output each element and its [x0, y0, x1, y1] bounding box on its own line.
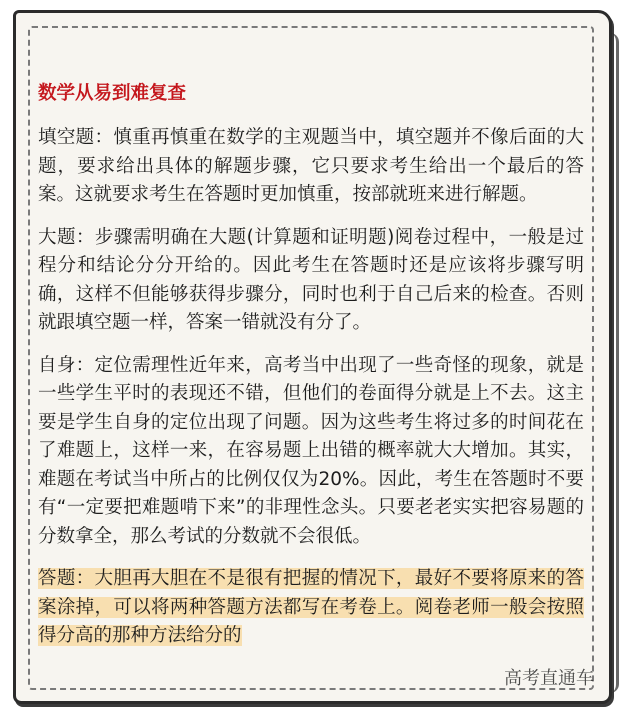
article-body — [38, 80, 584, 665]
highlighted-text: 答题：大胆再大胆在不是很有把握的情况下，最好不要将原来的答案涂掉，可以将两种答题方法都写在考卷上。阅卷老师一般会按照得分高的那种方法给分的 — [38, 568, 584, 646]
watermark-text: 高考直通车 — [504, 668, 594, 689]
paragraph-self-position: 自身：定位需理性近年来，高考当中出现了一些奇怪的现象，就是一些学生平时的表现还不错，但他们的卷面得分就是上不去。这主要是学生自身的定位出现了问题。因为这些考生将过多的时间花在了难题上，这样一来，在容易题上出错的概率就大大增加。其实，难题在考试当中所占的比例仅仅为20%。因此，考生在答题时不要有“一定要把难题啃下来”的非理性念头。只要老老实实把容易题的分数拿全，那么考试的分数就不会很低。 — [38, 354, 584, 547]
article-title: 数学从易到难复查 — [38, 83, 187, 104]
paragraph-fill-in: 填空题：慎重再慎重在数学的主观题当中，填空题并不像后面的大题，要求给出具体的解题步骤，它只要求考生给出一个最后的答案。这就要求考生在答题时更加慎重，按部就班来进行解题。 — [38, 127, 584, 205]
paragraph-big-question: 大题：步骤需明确在大题(计算题和证明题)阅卷过程中，一般是过程分和结论分分开给的。因此考生在答题时还是应该将步骤写明确，这样不但能够获得步骤分，同时也利于自己后来的检查。否则就跟填空题一样，答案一错就没有分了。 — [38, 226, 584, 333]
paragraph-answering — [38, 565, 584, 651]
